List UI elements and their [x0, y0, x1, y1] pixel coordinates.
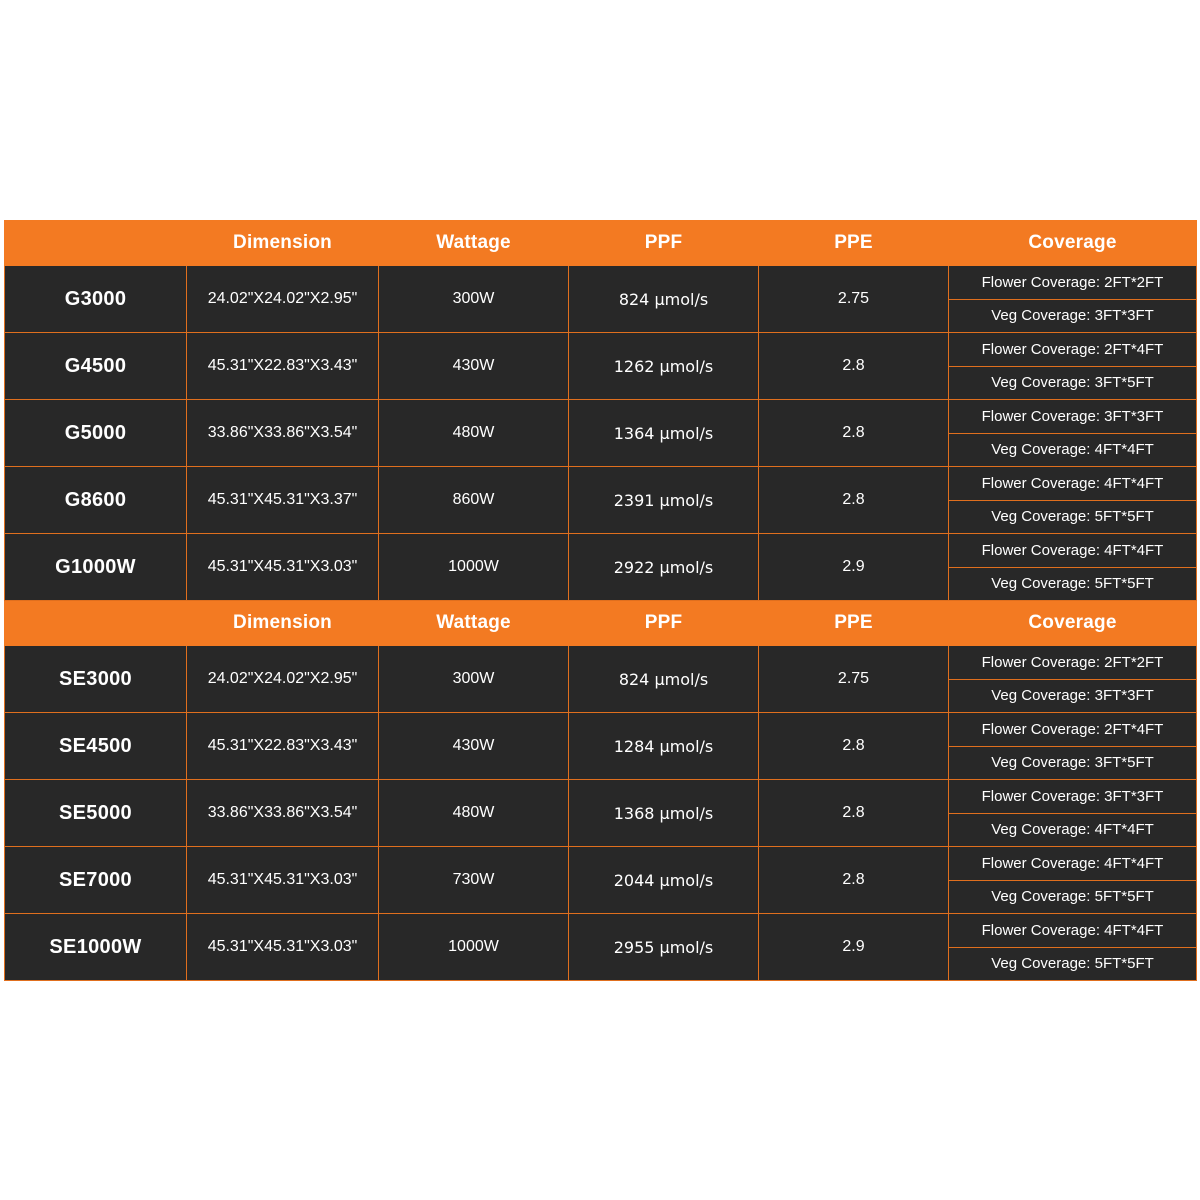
cell-wattage: 430W: [379, 713, 569, 780]
cell-model: G5000: [5, 400, 187, 467]
header-cell-ppf: PPF: [569, 601, 759, 646]
table-header-row-section-2: [5, 601, 1197, 646]
table-row: [5, 646, 1197, 713]
cell-coverage: [949, 646, 1197, 713]
coverage-veg: Veg Coverage: 3FT*3FT: [949, 299, 1196, 333]
table-row: [5, 780, 1197, 847]
cell-ppe: 2.8: [759, 847, 949, 914]
cell-ppe: 2.9: [759, 534, 949, 601]
coverage-veg: Veg Coverage: 5FT*5FT: [949, 947, 1196, 981]
cell-coverage: [949, 266, 1197, 333]
cell-wattage: 480W: [379, 780, 569, 847]
header-cell-ppe: PPE: [759, 221, 949, 266]
cell-ppf: 824 μmol/s: [569, 266, 759, 333]
cell-wattage: 1000W: [379, 534, 569, 601]
cell-ppe: 2.8: [759, 713, 949, 780]
cell-wattage: 300W: [379, 266, 569, 333]
table-row: [5, 400, 1197, 467]
table-row: [5, 914, 1197, 981]
cell-ppf: 1262 μmol/s: [569, 333, 759, 400]
cell-ppe: 2.8: [759, 467, 949, 534]
cell-model: SE1000W: [5, 914, 187, 981]
cell-ppf: 1368 μmol/s: [569, 780, 759, 847]
cell-dimension: 45.31"X45.31"X3.03": [187, 534, 379, 601]
header-cell-wattage: Wattage: [379, 221, 569, 266]
header-cell-dimension: Dimension: [187, 221, 379, 266]
cell-coverage: [949, 847, 1197, 914]
header-cell-ppe: PPE: [759, 601, 949, 646]
table-row: [5, 847, 1197, 914]
coverage-veg: Veg Coverage: 4FT*4FT: [949, 433, 1196, 467]
coverage-flower: Flower Coverage: 4FT*4FT: [981, 541, 1164, 559]
cell-ppf: 2044 μmol/s: [569, 847, 759, 914]
cell-ppf: 2391 μmol/s: [569, 467, 759, 534]
cell-dimension: 24.02"X24.02"X2.95": [187, 266, 379, 333]
cell-wattage: 430W: [379, 333, 569, 400]
table-row: [5, 534, 1197, 601]
header-cell-coverage: Coverage: [949, 221, 1197, 266]
cell-model: SE7000: [5, 847, 187, 914]
header-cell-coverage: Coverage: [949, 601, 1197, 646]
coverage-flower: Flower Coverage: 2FT*2FT: [981, 653, 1164, 671]
cell-wattage: 860W: [379, 467, 569, 534]
cell-ppf: 1364 μmol/s: [569, 400, 759, 467]
cell-coverage: [949, 914, 1197, 981]
cell-ppe: 2.8: [759, 333, 949, 400]
specification-table: [4, 220, 1197, 981]
table-row: [5, 467, 1197, 534]
cell-ppf: 824 μmol/s: [569, 646, 759, 713]
cell-dimension: 45.31"X45.31"X3.37": [187, 467, 379, 534]
cell-ppe: 2.8: [759, 780, 949, 847]
cell-model: G4500: [5, 333, 187, 400]
coverage-veg: Veg Coverage: 3FT*5FT: [949, 366, 1196, 400]
specification-table-container: [4, 220, 1196, 981]
cell-wattage: 730W: [379, 847, 569, 914]
cell-wattage: 300W: [379, 646, 569, 713]
coverage-flower: Flower Coverage: 4FT*4FT: [981, 474, 1164, 492]
cell-dimension: 33.86"X33.86"X3.54": [187, 780, 379, 847]
coverage-flower: Flower Coverage: 4FT*4FT: [981, 854, 1164, 872]
header-cell-dimension: Dimension: [187, 601, 379, 646]
cell-model: SE4500: [5, 713, 187, 780]
cell-ppe: 2.75: [759, 646, 949, 713]
cell-coverage: [949, 534, 1197, 601]
cell-model: G8600: [5, 467, 187, 534]
coverage-veg: Veg Coverage: 5FT*5FT: [949, 880, 1196, 914]
coverage-flower: Flower Coverage: 2FT*4FT: [981, 720, 1164, 738]
cell-model: G3000: [5, 266, 187, 333]
cell-dimension: 24.02"X24.02"X2.95": [187, 646, 379, 713]
cell-dimension: 45.31"X22.83"X3.43": [187, 713, 379, 780]
cell-dimension: 45.31"X22.83"X3.43": [187, 333, 379, 400]
cell-ppe: 2.75: [759, 266, 949, 333]
cell-ppf: 1284 μmol/s: [569, 713, 759, 780]
coverage-flower: Flower Coverage: 4FT*4FT: [981, 921, 1164, 939]
cell-ppf: 2955 μmol/s: [569, 914, 759, 981]
header-cell-model: [5, 221, 187, 266]
coverage-veg: Veg Coverage: 5FT*5FT: [949, 567, 1196, 601]
cell-coverage: [949, 333, 1197, 400]
cell-dimension: 45.31"X45.31"X3.03": [187, 847, 379, 914]
coverage-flower: Flower Coverage: 3FT*3FT: [981, 787, 1164, 805]
coverage-veg: Veg Coverage: 3FT*5FT: [949, 746, 1196, 780]
table-row: [5, 266, 1197, 333]
coverage-veg: Veg Coverage: 5FT*5FT: [949, 500, 1196, 534]
coverage-veg: Veg Coverage: 4FT*4FT: [949, 813, 1196, 847]
cell-dimension: 33.86"X33.86"X3.54": [187, 400, 379, 467]
header-cell-model: [5, 601, 187, 646]
coverage-flower: Flower Coverage: 2FT*2FT: [981, 273, 1164, 291]
cell-coverage: [949, 713, 1197, 780]
cell-wattage: 1000W: [379, 914, 569, 981]
cell-dimension: 45.31"X45.31"X3.03": [187, 914, 379, 981]
table-row: [5, 713, 1197, 780]
cell-ppe: 2.9: [759, 914, 949, 981]
header-cell-wattage: Wattage: [379, 601, 569, 646]
cell-coverage: [949, 400, 1197, 467]
cell-model: G1000W: [5, 534, 187, 601]
coverage-flower: Flower Coverage: 3FT*3FT: [981, 407, 1164, 425]
cell-coverage: [949, 780, 1197, 847]
cell-ppf: 2922 μmol/s: [569, 534, 759, 601]
header-cell-ppf: PPF: [569, 221, 759, 266]
cell-ppe: 2.8: [759, 400, 949, 467]
coverage-flower: Flower Coverage: 2FT*4FT: [981, 340, 1164, 358]
cell-wattage: 480W: [379, 400, 569, 467]
cell-model: SE3000: [5, 646, 187, 713]
cell-coverage: [949, 467, 1197, 534]
coverage-veg: Veg Coverage: 3FT*3FT: [949, 679, 1196, 713]
table-header-row-section-1: [5, 221, 1197, 266]
table-row: [5, 333, 1197, 400]
cell-model: SE5000: [5, 780, 187, 847]
